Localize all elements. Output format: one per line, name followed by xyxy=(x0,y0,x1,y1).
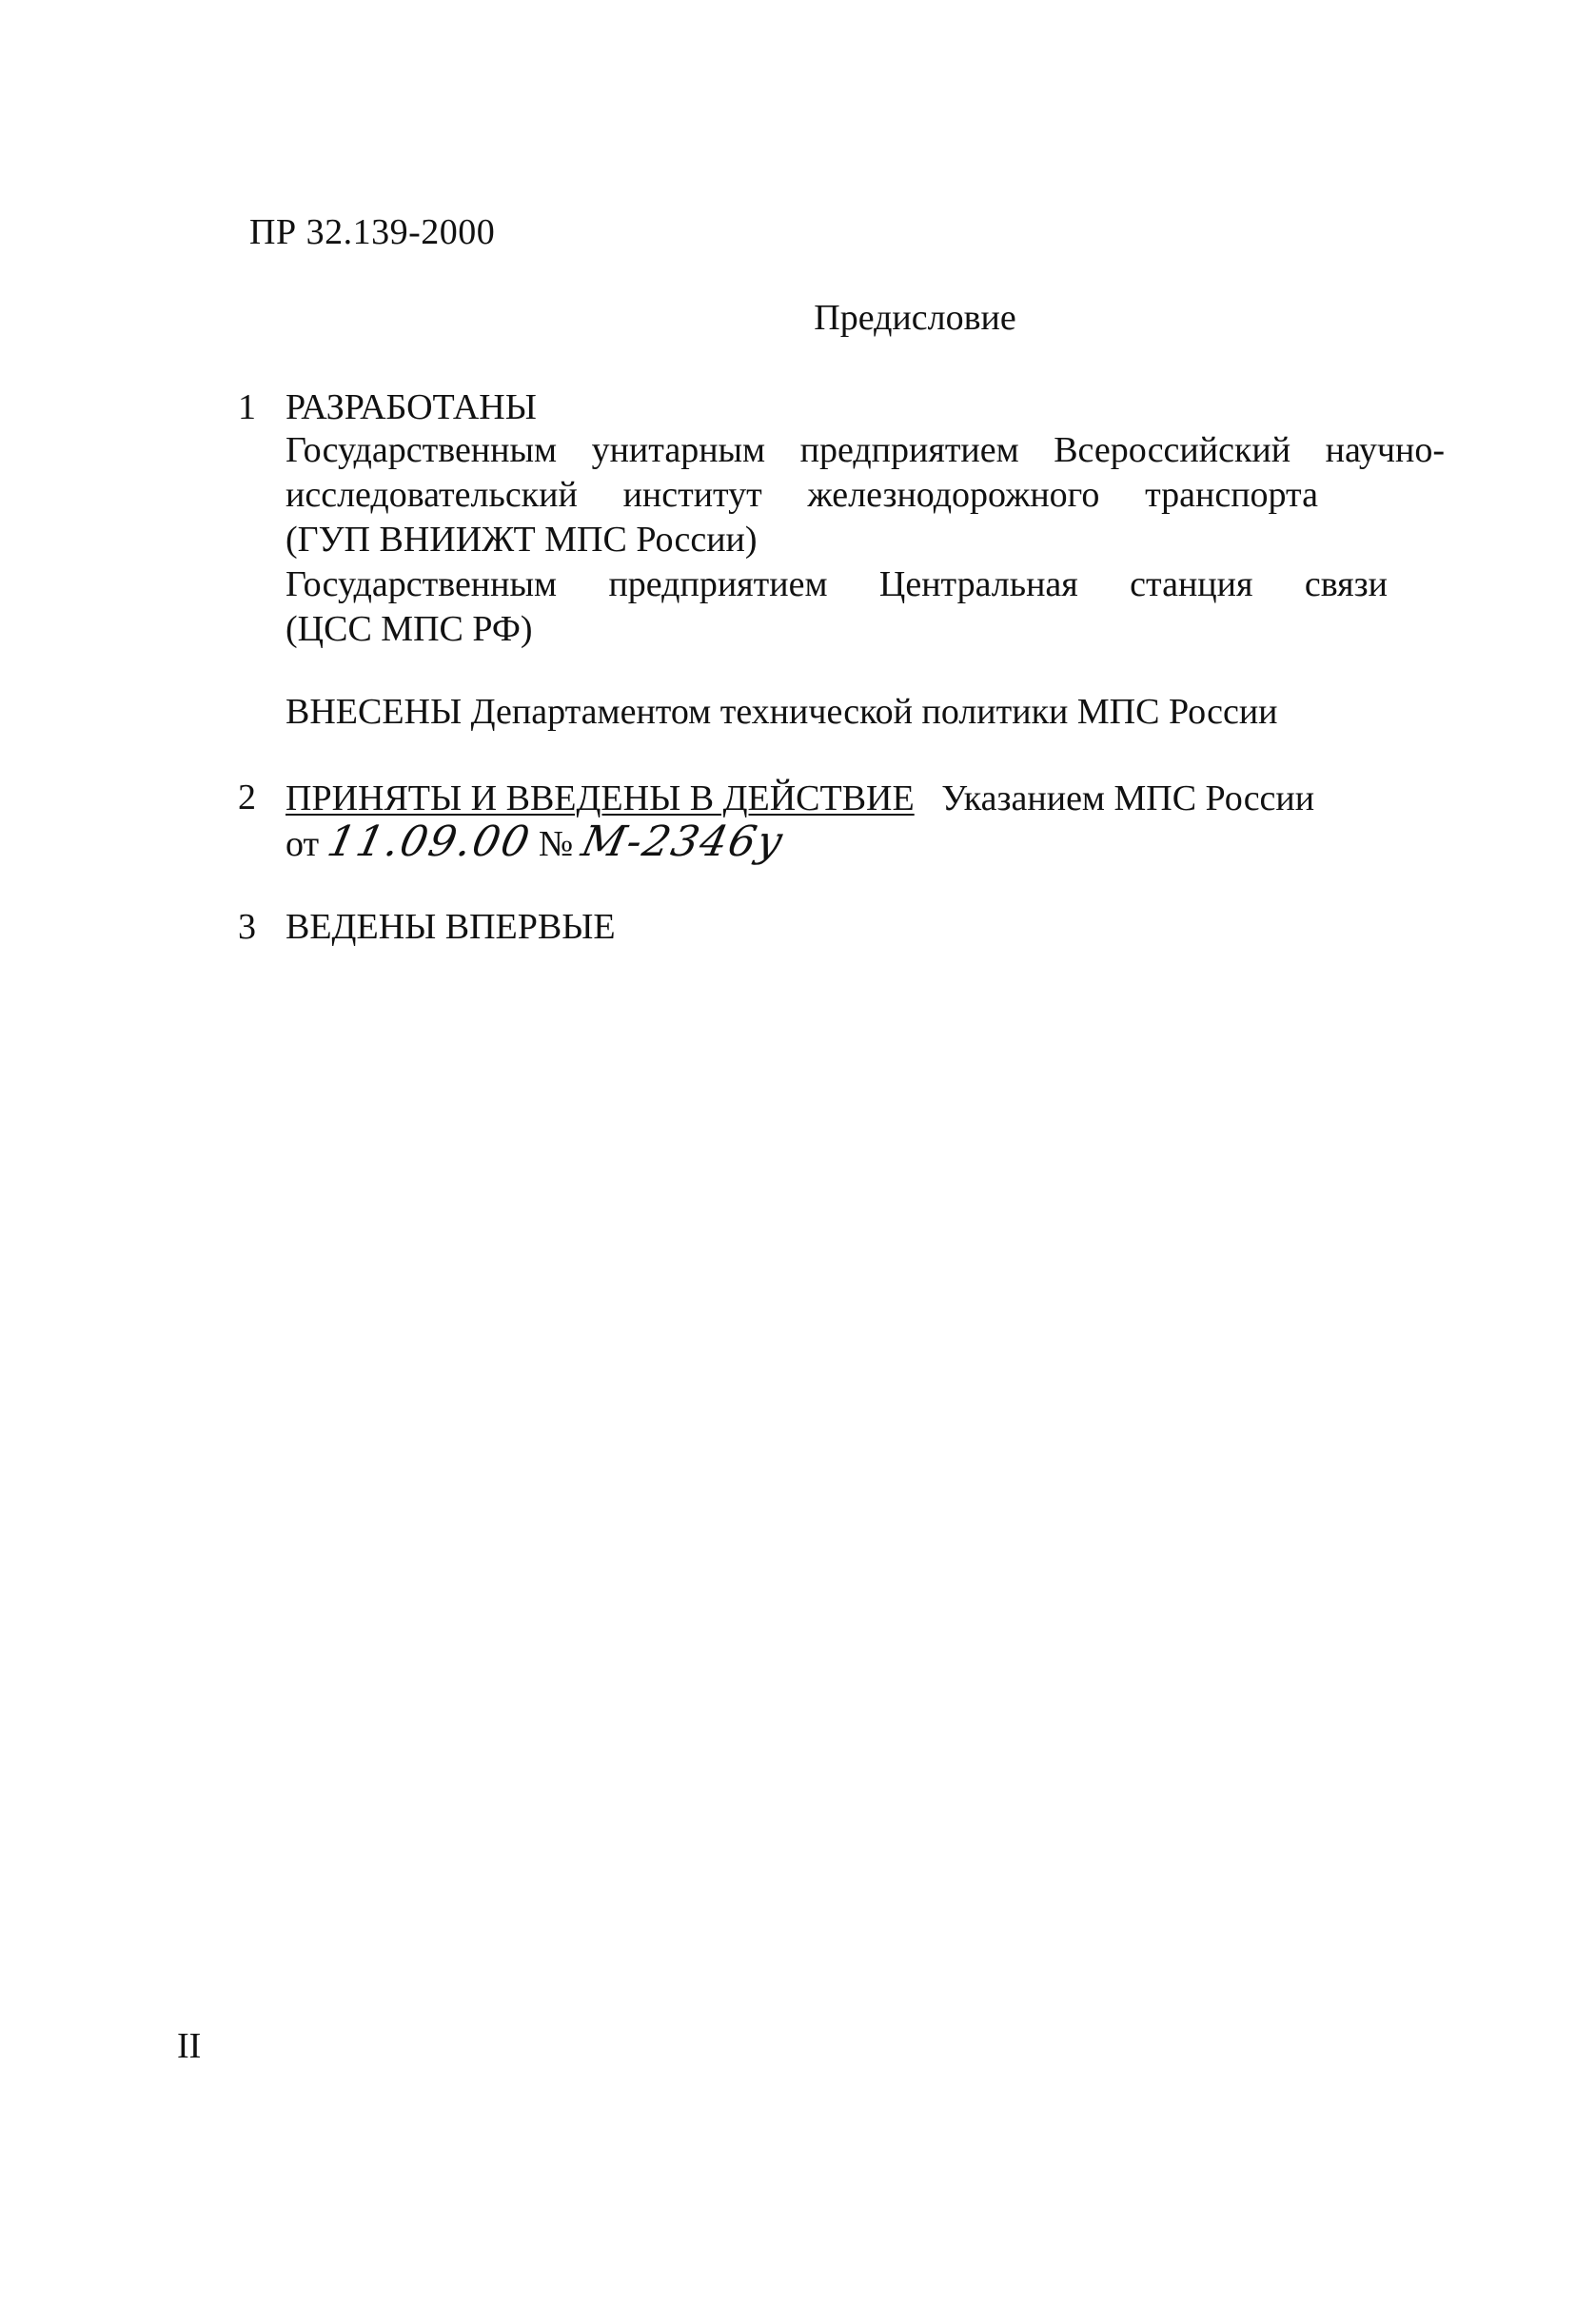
number-sign: № xyxy=(539,824,574,864)
section-title: ВЕДЕНЫ ВПЕРВЫЕ xyxy=(286,907,616,947)
section-body xyxy=(286,777,1428,866)
section-body xyxy=(286,386,1445,652)
developer-line-3: (ГУП ВНИИЖТ МПС России) xyxy=(286,520,758,560)
handwritten-order-number: М-2346у xyxy=(577,817,789,866)
developer-line-4: Государственным предприятием Центральная станция связи xyxy=(286,564,1388,604)
developer-line-1: Государственным унитарным предприятием Всероссийский научно- xyxy=(286,430,1445,470)
developer-line-5: (ЦСС МПС РФ) xyxy=(286,609,533,649)
section-title: ПРИНЯТЫ И ВВЕДЕНЫ В ДЕЙСТВИЕ xyxy=(286,778,915,818)
section-title: РАЗРАБОТАНЫ xyxy=(286,387,537,427)
submitted-label: ВНЕСЕНЫ xyxy=(286,692,463,732)
handwritten-date: 11.09.00 xyxy=(323,817,536,866)
document-code: ПР 32.139-2000 xyxy=(249,212,496,252)
section-number: 2 xyxy=(238,778,256,817)
page-heading: Предисловие xyxy=(814,298,1016,338)
adopted-row xyxy=(286,777,1428,820)
section-number: 1 xyxy=(238,387,256,427)
submitted-text: Департаментом технической политики МПС России xyxy=(470,692,1278,732)
submitted-line xyxy=(286,691,1278,733)
section-number: 3 xyxy=(238,907,256,947)
section-body xyxy=(286,906,1428,948)
date-prefix: от xyxy=(286,824,320,864)
developer-line-2: исследовательский институт железнодорожного транспорта xyxy=(286,475,1318,515)
page-number: II xyxy=(177,2026,202,2066)
adopted-text: Указанием МПС России xyxy=(941,778,1315,818)
adopted-date-row xyxy=(286,817,1428,866)
